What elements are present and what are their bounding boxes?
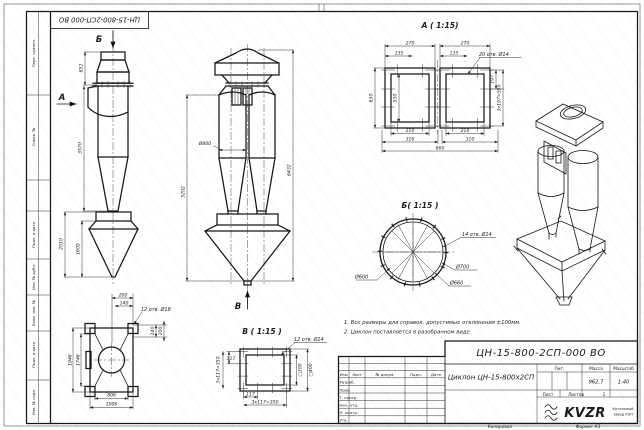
dim-630: 630 — [369, 93, 375, 103]
title-block — [339, 341, 638, 430]
dim-140-top: 140 — [119, 301, 129, 307]
view-section-a — [369, 21, 522, 153]
note-1: 1. Все размеры для справок, допустимые отклонения ±100мм. — [344, 320, 521, 326]
tb-lit-label: Лит. — [554, 366, 565, 372]
tb-col-data: Дата — [430, 372, 442, 378]
tb-row-razrab: Разраб. — [339, 379, 355, 385]
tb-sheets-label: Листов — [567, 392, 585, 398]
view-arrow-v-label: В — [234, 302, 242, 312]
company-line-2: завод РЭП — [613, 412, 633, 417]
tb-row-nkontr: Н. контр. — [339, 410, 359, 416]
view-section-b — [354, 201, 496, 291]
tb-doc-number: ЦН-15-800-2СП-000 ВО — [476, 348, 606, 359]
stamp-label: Инв. № дубл. — [31, 264, 36, 290]
view-front — [180, 44, 294, 312]
tb-row-nachotd: Нач. отд. — [339, 402, 359, 408]
dim-117-bottom: 117 — [246, 392, 255, 398]
tb-sheet-label: Лист — [542, 392, 554, 398]
dim-117-top: 117 — [226, 357, 236, 362]
dim-d660: Ø660 — [450, 280, 464, 287]
dim-2010: 2010 — [59, 238, 65, 250]
logo-text: KVZR — [564, 406, 606, 421]
view-section-v — [216, 327, 328, 407]
dim-5202: 5202 — [181, 186, 187, 198]
tb-mass-label: Масса — [589, 366, 603, 372]
tb-col-ndoc: № докум. — [375, 372, 395, 378]
stamp-label: Подп. и дата — [31, 222, 36, 248]
coil-icon — [545, 405, 557, 421]
stamp-label: Справ. № — [31, 127, 36, 147]
section-v-title: В ( 1:15 ) — [242, 327, 282, 336]
section-b-title: Б( 1:15 ) — [401, 201, 439, 210]
dim-135-right: 135 — [449, 51, 459, 57]
dim-200-right: 200 — [159, 326, 164, 336]
notes — [344, 320, 521, 336]
dim-1746: 1746 — [76, 354, 82, 366]
dim-d700: Ø700 — [456, 264, 470, 271]
dim-1006: 1006 — [105, 402, 118, 408]
dim-d800: Ø800 — [198, 142, 212, 147]
tb-sheets-value: 1 — [602, 392, 606, 398]
dim-1605: 1605 — [76, 243, 82, 255]
dim-200-top: 200 — [118, 293, 128, 299]
stamp-label: Перв. примен. — [31, 38, 36, 68]
tb-col-izm: Изм — [339, 372, 348, 378]
dim-530: 530 — [393, 93, 399, 103]
tb-row-tkontr: Т. контр. — [339, 394, 358, 400]
dim-3x197: 3х197=590 — [497, 84, 503, 112]
dim-sq400: □400 — [309, 363, 314, 377]
dim-d600: Ø600 — [355, 274, 369, 281]
dim-852: 852 — [79, 63, 85, 73]
tb-part-name: Циклон ЦН-15-800х2СП — [447, 373, 535, 382]
dim-210-left: 210 — [405, 129, 415, 134]
dim-210-right: 210 — [460, 129, 470, 134]
tb-col-podp: Подп. — [410, 372, 422, 378]
stamp-label: Взам. инв. № — [31, 300, 36, 326]
dim-140-right: 140 — [151, 326, 156, 336]
dim-3x117-bottom: 3х117=350 — [251, 400, 279, 406]
tb-scale-value: 1:40 — [617, 379, 630, 386]
tb-scale-label: Масштаб — [613, 366, 634, 372]
tb-row-utv: Утв. — [339, 417, 348, 423]
holes-14-o14: 14 отв. Ø14 — [462, 232, 492, 238]
doc-number-top: ЦН-15-800-2СП-000 ВО — [58, 15, 141, 24]
holes-12-o18: 12 отв. Ø18 — [141, 307, 171, 313]
tb-col-list: Лист — [352, 372, 362, 378]
section-a-title: А ( 1:15) — [421, 21, 459, 30]
tb-mass-value: 962,7 — [588, 379, 604, 386]
dim-3x117-left: 3х117=350 — [216, 356, 222, 384]
copied-by-label: Копировал — [487, 425, 513, 430]
tb-row-prov: Пров. — [339, 387, 351, 393]
stamp-label: Подп. и дата — [31, 342, 36, 368]
company-line-1: Котельный — [612, 407, 634, 411]
view-plan — [67, 293, 170, 410]
dim-310-right: 310 — [465, 137, 475, 143]
dim-sq300: □300 — [298, 363, 304, 377]
dim-135-left: 135 — [394, 51, 404, 57]
company-logo — [545, 405, 634, 421]
dim-270-left: 270 — [405, 41, 415, 47]
holes-12-o14: 12 отв. Ø14 — [294, 337, 324, 343]
view-isometric — [514, 102, 606, 305]
stamp-label: Инв. № подл. — [31, 388, 36, 416]
dim-3570: 3570 — [78, 142, 84, 154]
dim-660: 660 — [435, 146, 445, 152]
view-arrow-a-label: А — [58, 93, 66, 103]
dim-806: 806 — [107, 393, 116, 399]
format-label: Формат А3 — [575, 425, 601, 430]
dim-310-left: 310 — [405, 137, 415, 143]
section-arrow-b-label: Б — [95, 35, 103, 45]
note-2: 2. Циклон поставляется в разобранном виде. — [344, 329, 472, 336]
dim-1946: 1946 — [68, 354, 74, 366]
dim-6432: 6432 — [287, 164, 293, 176]
dim-197: 197 — [490, 75, 496, 84]
dim-270-right: 270 — [460, 41, 470, 47]
holes-20-o14: 20 отв. Ø14 — [479, 52, 509, 58]
view-side — [57, 30, 138, 284]
